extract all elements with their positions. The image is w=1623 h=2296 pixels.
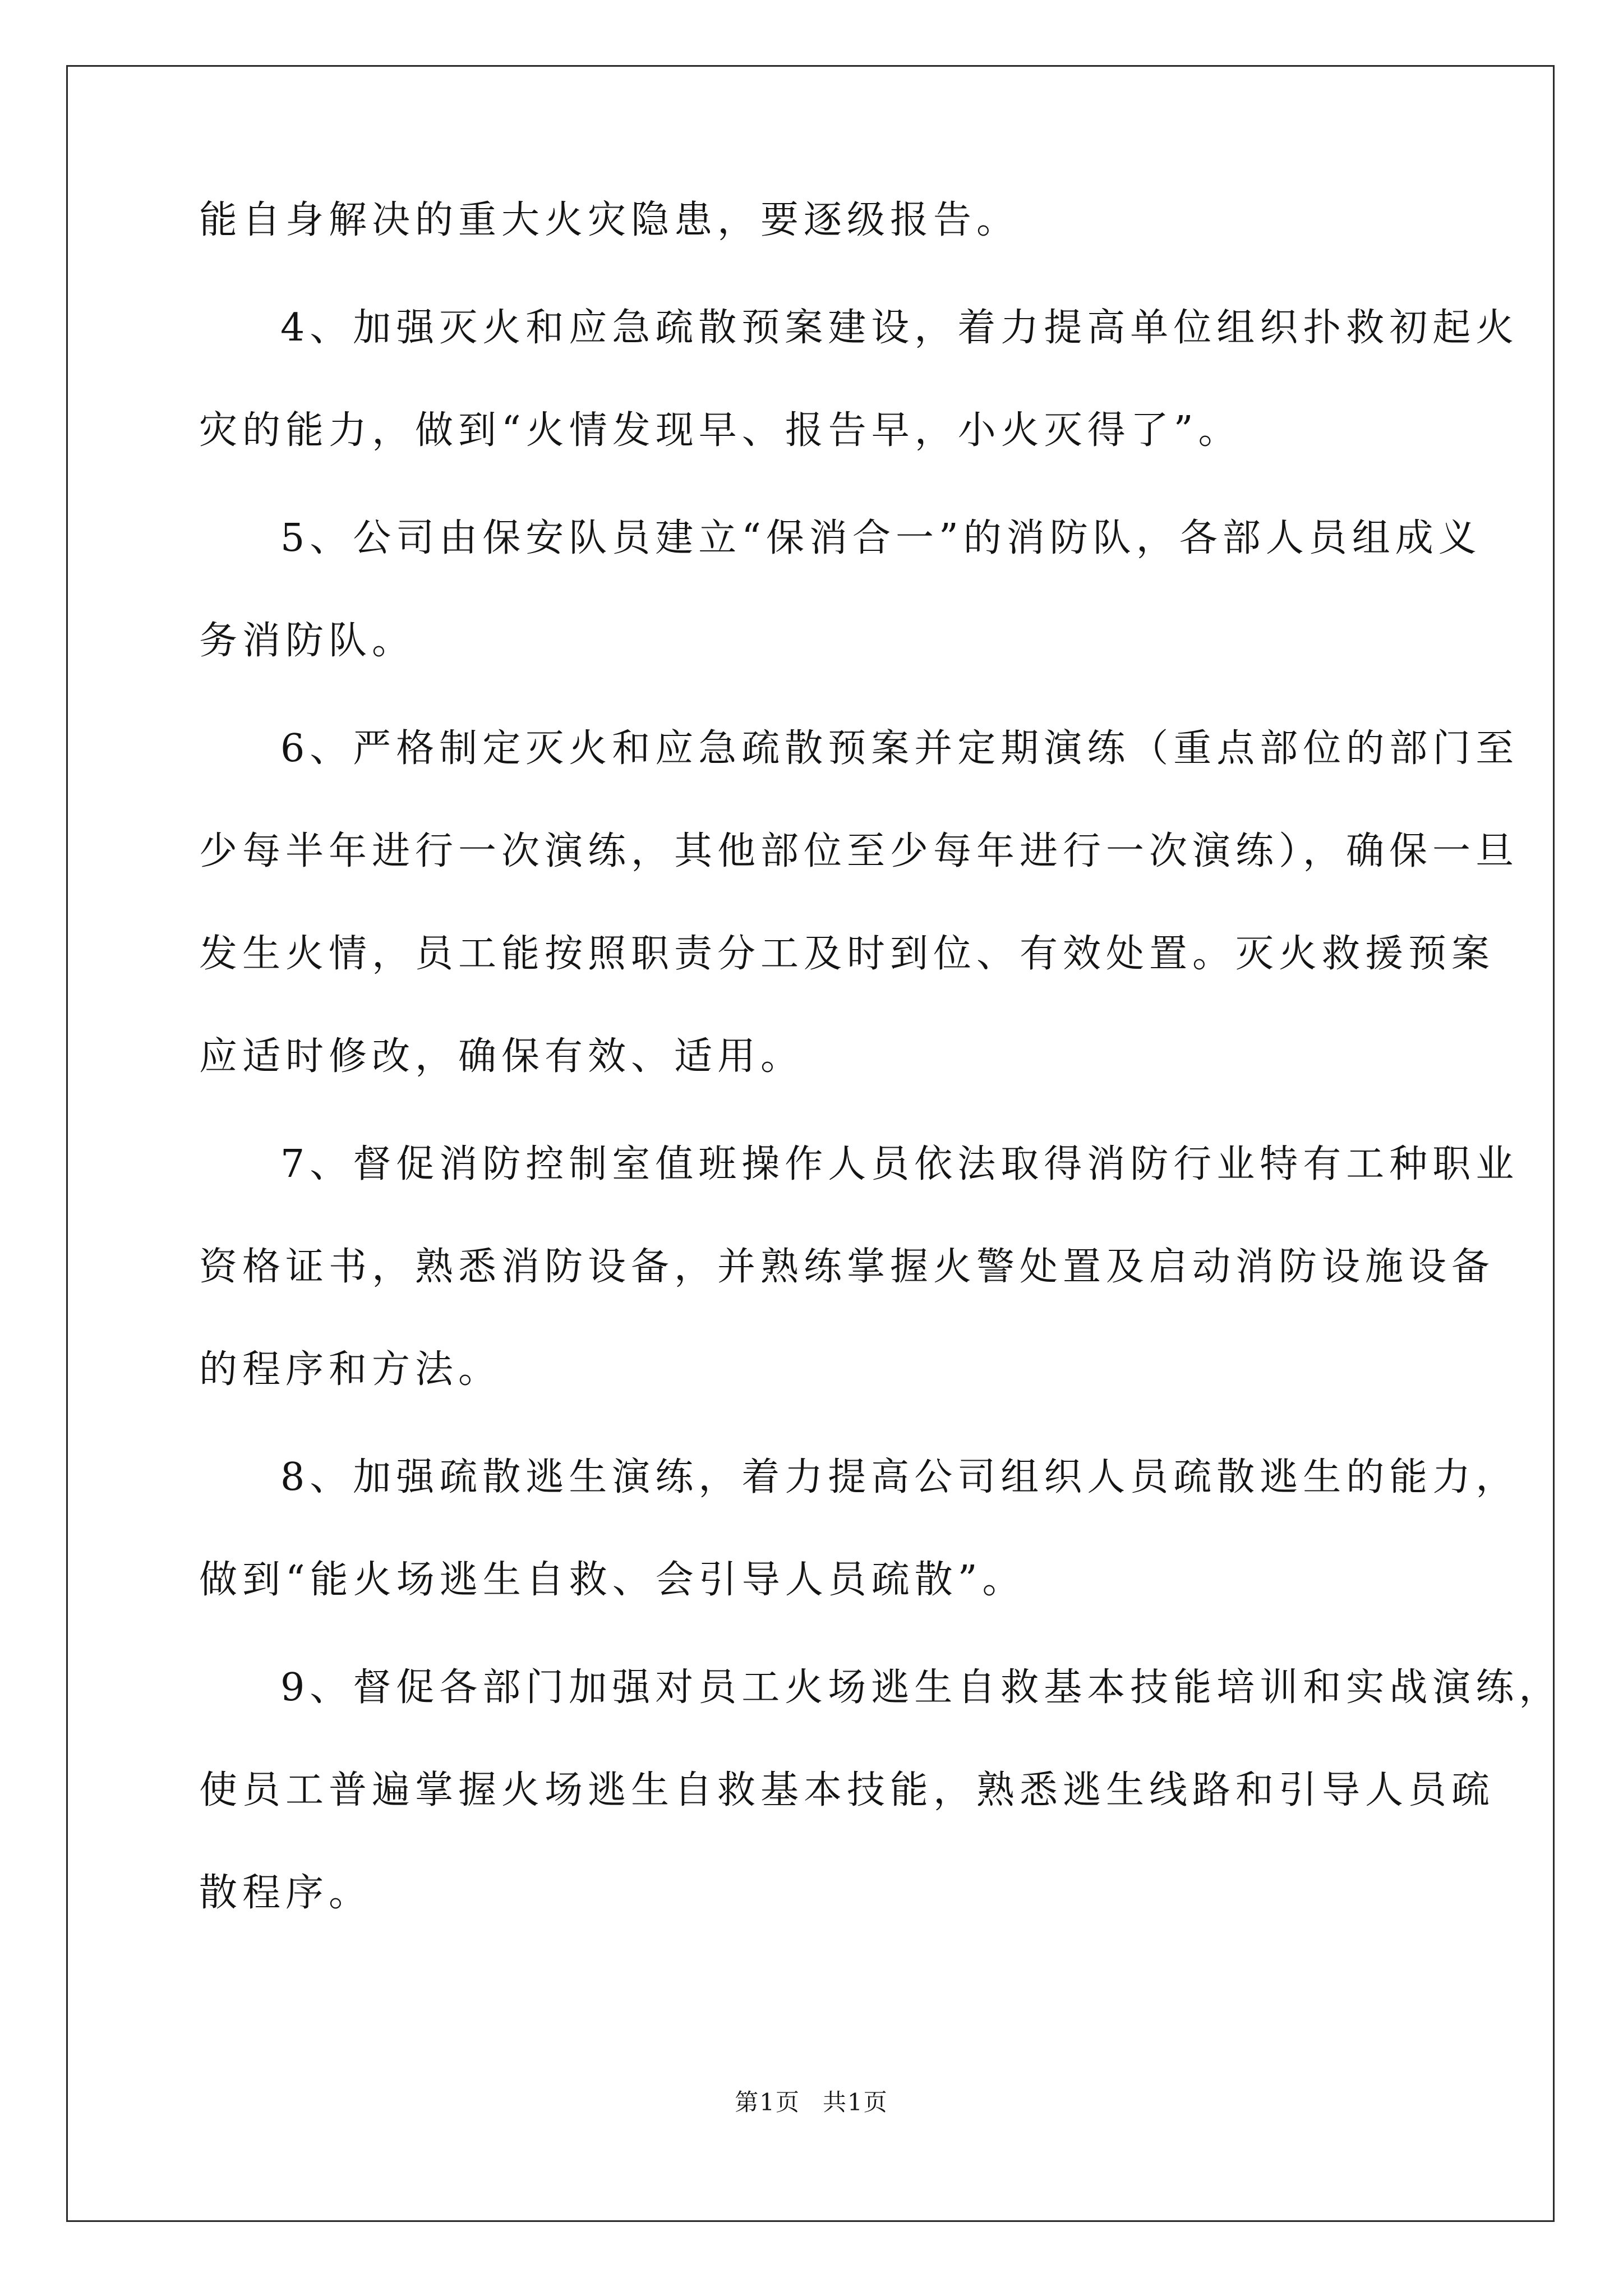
paragraph-9-line-3: 散程序。 [199,1871,372,1915]
paragraph-6-line-3: 发生火情，员工能按照职责分工及时到位、有效处置。灭火救援预案 [199,932,1495,976]
text-line: 能自身解决的重大火灾隐患，要逐级报告。 [199,198,1020,242]
paragraph-8-line-1: 8、加强疏散逃生演练，着力提高公司组织人员疏散逃生的能力， [280,1455,1519,1499]
paragraph-6-line-2: 少每半年进行一次演练，其他部位至少每年进行一次演练），确保一旦 [199,829,1519,873]
paragraph-7-line-2: 资格证书，熟悉消防设备，并熟练掌握火警处置及启动消防设施设备 [199,1245,1495,1289]
paragraph-7-line-3: 的程序和方法。 [199,1347,502,1392]
paragraph-5-line-1: 5、公司由保安队员建立“保消合一”的消防队，各部人员组成义 [280,516,1482,560]
paragraph-6-line-1: 6、严格制定灭火和应急疏散预案并定期演练（重点部位的部门至 [280,726,1519,771]
paragraph-5-line-2: 务消防队。 [199,619,416,663]
paragraph-4-line-2: 灾的能力，做到“火情发现早、报告早，小火灭得了”。 [199,408,1242,453]
page-number-total: 共1页 [823,2088,888,2116]
paragraph-6-line-4: 应适时修改，确保有效、适用。 [199,1034,804,1079]
paragraph-9-line-2: 使员工普遍掌握火场逃生自救基本技能，熟悉逃生线路和引导人员疏 [199,1768,1495,1812]
paragraph-9-line-1: 9、督促各部门加强对员工火场逃生自救基本技能培训和实战演练， [280,1665,1562,1710]
paragraph-4-line-1: 4、加强灭火和应急疏散预案建设，着力提高单位组织扑救初起火 [280,306,1519,350]
page-footer [0,2087,1623,2118]
paragraph-7-line-1: 7、督促消防控制室值班操作人员依法取得消防行业特有工种职业 [280,1142,1519,1186]
page-number-current: 第1页 [735,2088,800,2116]
paragraph-8-line-2: 做到“能火场逃生自救、会引导人员疏散”。 [199,1558,1026,1602]
